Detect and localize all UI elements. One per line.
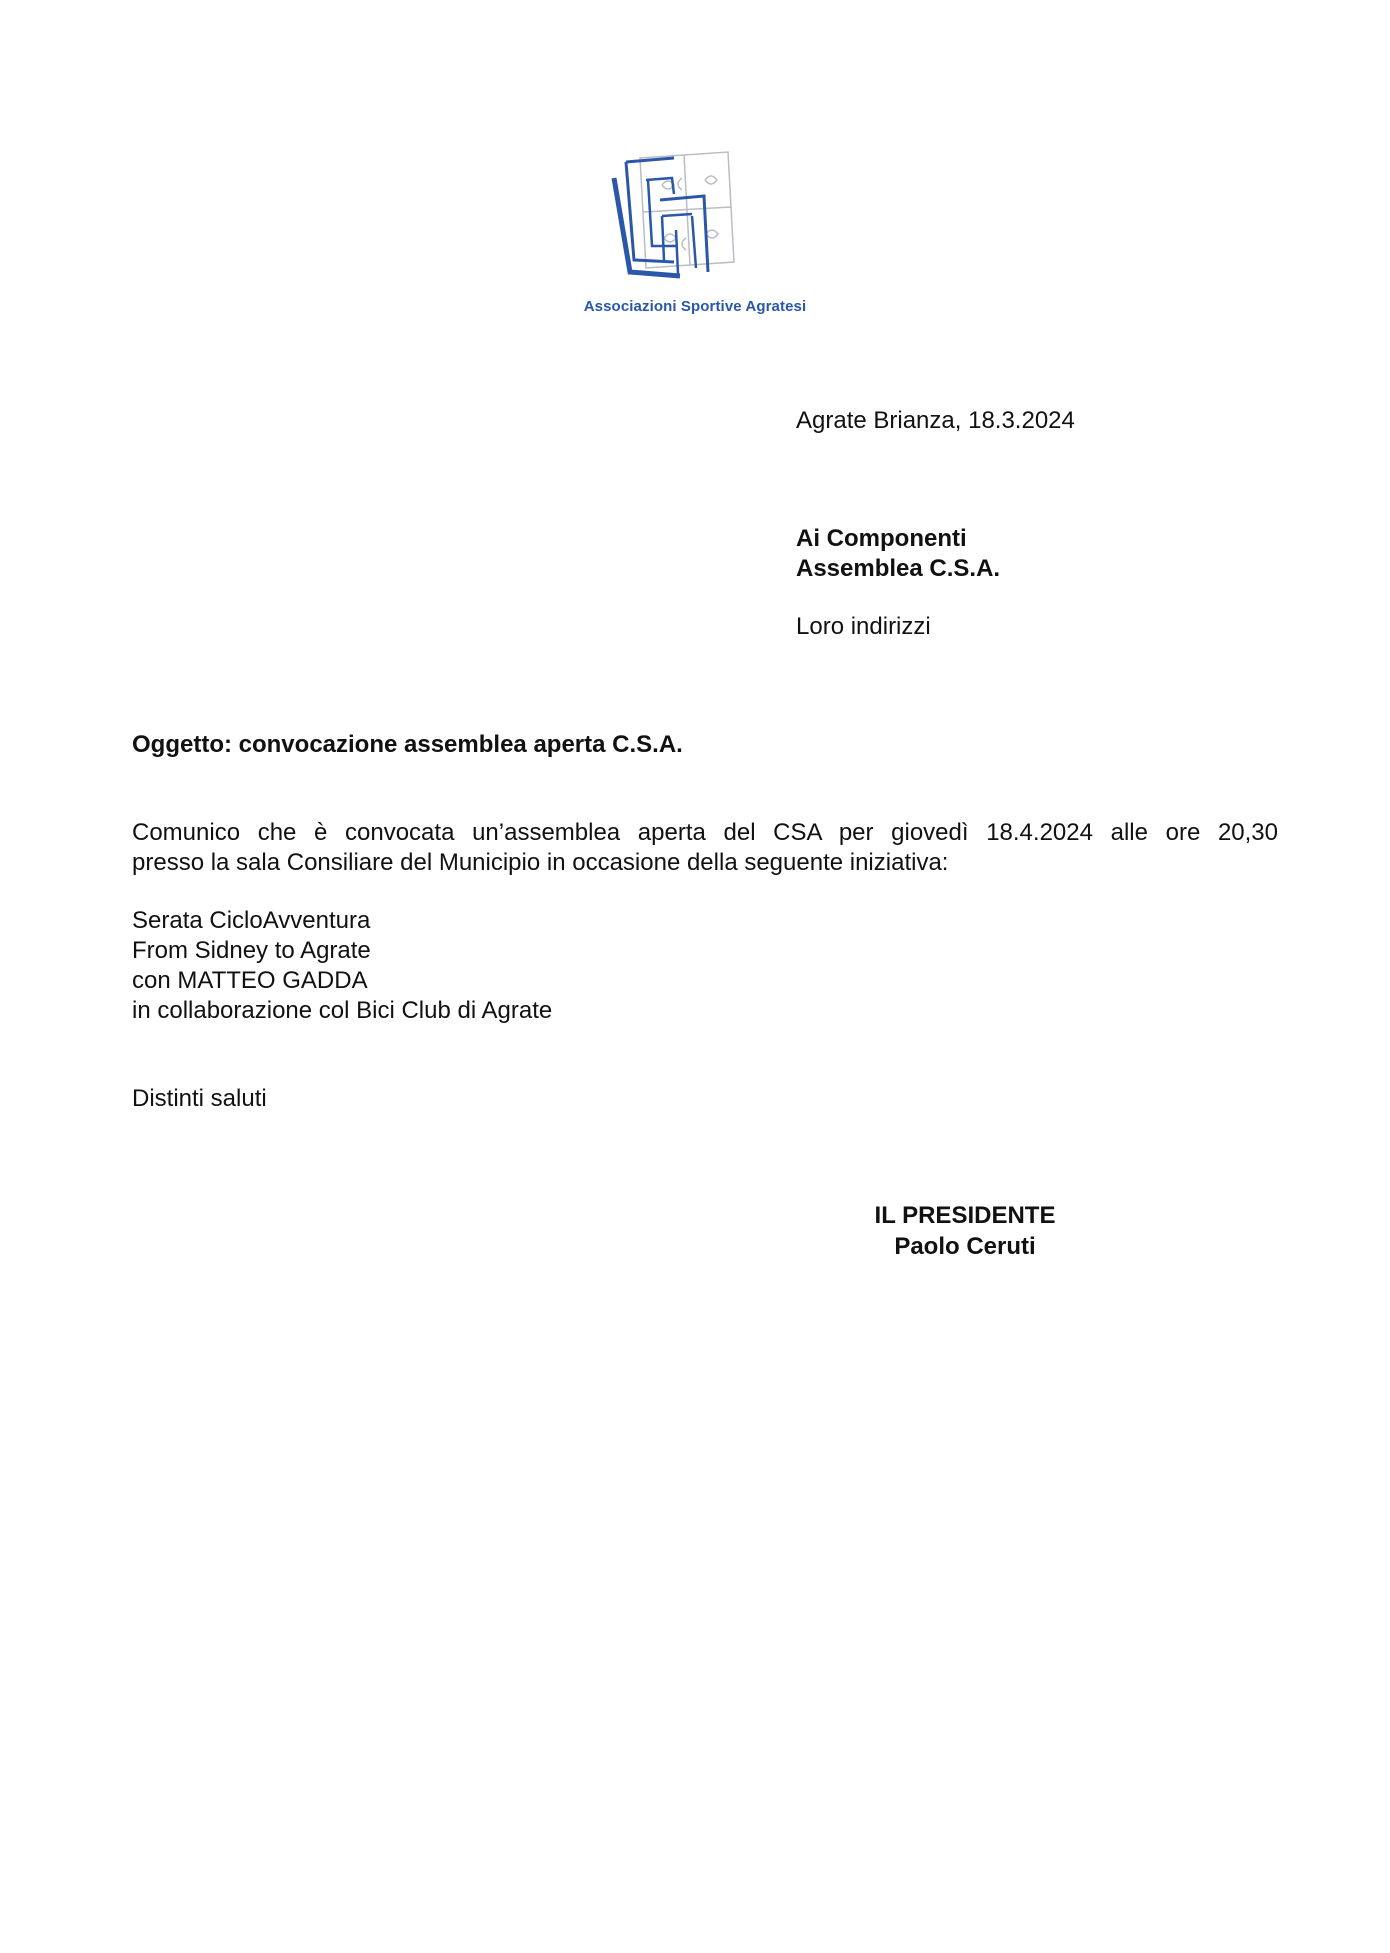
recipient-line: Ai Componenti	[796, 525, 967, 552]
body-line: Comunico che è convocata un’assemblea aperta del CSA per giovedì 18.4.2024 alle ore 20,30	[132, 819, 1278, 846]
signature-block	[830, 1200, 1100, 1262]
recipient-line: Assemblea C.S.A.	[796, 555, 1001, 582]
csa-logo	[583, 150, 807, 325]
event-line: con MATTEO GADDA	[132, 967, 368, 994]
logo-caption: Associazioni Sportive Agratesi	[583, 298, 807, 315]
puzzle-logo-icon	[600, 150, 740, 290]
place-date: Agrate Brianza, 18.3.2024	[796, 407, 1075, 434]
body-line: presso la sala Consiliare del Municipio in occasione della seguente iniziativa:	[132, 849, 949, 876]
signature-name: Paolo Ceruti	[894, 1233, 1036, 1260]
closing-salutation: Distinti saluti	[132, 1085, 267, 1112]
recipient-block	[796, 524, 1000, 584]
signature-title: IL PRESIDENTE	[874, 1202, 1056, 1229]
subject-line: Oggetto: convocazione assemblea aperta C.S.A.	[132, 731, 683, 758]
event-line: in collaborazione col Bici Club di Agrate	[132, 997, 553, 1024]
body-paragraph	[132, 818, 1278, 878]
event-line: Serata CicloAvventura	[132, 907, 371, 934]
event-line: From Sidney to Agrate	[132, 937, 371, 964]
event-details	[132, 906, 552, 1026]
addresses-note: Loro indirizzi	[796, 613, 931, 640]
